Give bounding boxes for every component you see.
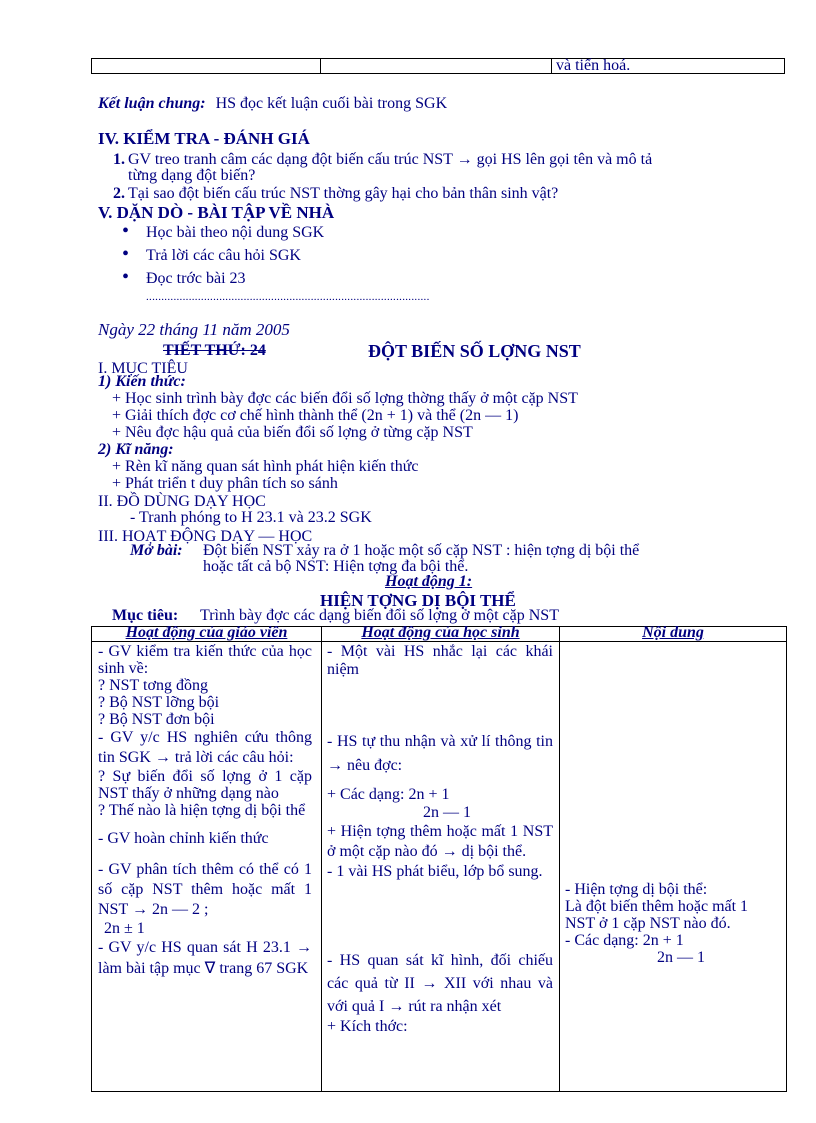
activity-title: HIỆN TỢNG DỊ BỘI THỂ: [320, 591, 516, 610]
header-content: Nội dung: [642, 624, 704, 641]
header-student: Hoạt động của học sinh: [361, 624, 520, 641]
conclusion-label: Kết luận chung:: [98, 95, 206, 112]
content-item: - Hiện tợng dị bội thể:: [565, 881, 708, 898]
bullet-icon: •: [122, 220, 130, 242]
column-divider: [559, 627, 560, 1091]
teacher-item: ? Bộ NST đơn bội: [98, 711, 215, 728]
section4-item2: Tại sao đột biến cấu trúc NST thờng gây hại cho bản thân sinh vật?: [128, 185, 559, 202]
section4-item2-number: 2.: [113, 185, 125, 202]
section4-item1-number: 1.: [113, 151, 125, 168]
knowledge-label: 1) Kiến thức:: [98, 373, 186, 390]
bullet-icon: •: [122, 266, 130, 288]
skill-label: 2) Kĩ năng:: [98, 441, 174, 458]
student-item: - HS tự thu nhận và xử lí thông tin → nêu đợc:: [327, 733, 553, 774]
student-item: - Một vài HS nhắc lại các khái niệm: [327, 643, 553, 678]
goal-label: Mục tiêu:: [112, 607, 179, 624]
section4-heading: IV. KIỂM TRA - ĐÁNH GIÁ: [98, 129, 310, 148]
top-table-fragment: [91, 58, 785, 74]
student-item: 2n — 1: [423, 804, 471, 821]
skill-item-1: + Rèn kĩ năng quan sát hình phát hiện kiến thức: [112, 458, 419, 475]
section5-bullet-3: Đọc trớc bài 23: [146, 270, 246, 287]
teacher-item: ? Bộ NST lỡng bội: [98, 694, 220, 711]
intro-line-1: Đột biến NST xảy ra ở 1 hoặc một số cặp NST : hiện tợng dị bội thể: [203, 542, 640, 559]
teacher-item: ? NST tơng đồng: [98, 677, 208, 694]
teacher-column: [98, 643, 312, 979]
activity-label: Hoạt động 1:: [385, 573, 473, 590]
teacher-item: ? Thế nào là hiện tợng dị bội thể: [98, 802, 306, 819]
student-item: + Các dạng: 2n + 1: [327, 786, 450, 803]
teacher-item: 2n ± 1: [104, 920, 145, 937]
student-item: - HS quan sát kĩ hình, đối chiếu các quả từ II → XII với nhau và với quả I → rút ra nhận xét: [327, 952, 553, 1015]
conclusion-line: [98, 95, 447, 113]
knowledge-item-1: + Học sinh trình bày đợc các biến đổi số lợng thờng thấy ở một cặp NST: [112, 390, 578, 407]
section4-item1-line1: GV treo tranh câm các dạng đột biến cấu trúc NST → gọi HS lên gọi tên và mô tả: [128, 151, 653, 168]
goal-text: Trình bày đợc các dạng biến đổi số lợng ở một cặp NST: [200, 607, 559, 624]
header-teacher: Hoạt động của giáo viên: [125, 624, 288, 641]
student-column: [327, 643, 553, 1035]
content-item: 2n — 1: [657, 949, 705, 966]
teacher-item: - GV kiểm tra kiến thức của học sinh về:: [98, 643, 312, 677]
skill-item-2: + Phát triển t duy phân tích so sánh: [112, 475, 338, 492]
materials-item: - Tranh phóng to H 23.1 và 23.2 SGK: [130, 509, 372, 526]
top-table-cell-3: và tiến hoá.: [552, 59, 785, 74]
teacher-item: ? Sự biến đổi số lợng ở 1 cặp NST thấy ở những dạng nào: [98, 768, 312, 802]
section5-bullet-1: Học bài theo nội dung SGK: [146, 224, 325, 241]
section5-bullet-2: Trả lời các câu hỏi SGK: [146, 247, 301, 264]
lesson-title: ĐỘT BIẾN SỐ LỢNG NST: [368, 341, 581, 361]
intro-label: Mở bài:: [130, 542, 183, 559]
content-item: - Các dạng: 2n + 1: [565, 932, 684, 949]
content-column: [565, 881, 781, 966]
knowledge-item-3: + Nêu đợc hậu quả của biến đổi số lợng ở từng cặp NST: [112, 424, 473, 441]
top-table-cell-2: [321, 59, 552, 74]
content-item: Là đột biến thêm hoặc mất 1 NST ở 1 cặp NST nào đó.: [565, 898, 749, 932]
student-item: + Kích thớc:: [327, 1018, 408, 1035]
conclusion-text: HS đọc kết luận cuối bài trong SGK: [215, 95, 448, 112]
lesson-date: Ngày 22 tháng 11 năm 2005: [98, 320, 290, 339]
dotted-separator: .............................................................................................: [146, 291, 430, 303]
teacher-item: - GV phân tích thêm có thể có 1 số cặp NST thêm hoặc mất 1 NST → 2n — 2 ;: [98, 861, 312, 918]
teacher-item: - GV y/c HS nghiên cứu thông tin SGK → trả lời các câu hỏi:: [98, 729, 312, 766]
bullet-icon: •: [122, 243, 130, 265]
top-table-cell-1: [92, 59, 321, 74]
knowledge-item-2: + Giải thích đợc cơ chế hình thành thể (2n + 1) và thể (2n — 1): [112, 407, 519, 424]
teacher-item: - GV hoàn chỉnh kiến thức: [98, 830, 269, 847]
student-item: - 1 vài HS phát biểu, lớp bổ sung.: [327, 863, 543, 880]
section5-heading: V. DẶN DÒ - BÀI TẬP VỀ NHÀ: [98, 203, 335, 222]
teacher-item: - GV y/c HS quan sát H 23.1 → làm bài tập mục ∇ trang 67 SGK: [98, 939, 312, 977]
intro-line-2: hoặc tất cả bộ NST: Hiện tợng đa bội thể.: [203, 558, 469, 575]
lesson-number: TIẾT THỨ: 24: [163, 342, 266, 359]
activity-table: [91, 626, 787, 1092]
student-item: + Hiện tợng thêm hoặc mất 1 NST ở một cặp nào đó → dị bội thể.: [327, 823, 553, 860]
objectives-heading: I. MỤC TIÊU: [98, 360, 188, 377]
activities-heading: III. HOẠT ĐỘNG DẠY — HỌC: [98, 528, 313, 545]
column-divider: [321, 627, 322, 1091]
materials-heading: II. ĐỒ DÙNG DẠY HỌC: [98, 493, 266, 510]
section4-item1-line2: từng dạng đột biến?: [128, 167, 256, 184]
